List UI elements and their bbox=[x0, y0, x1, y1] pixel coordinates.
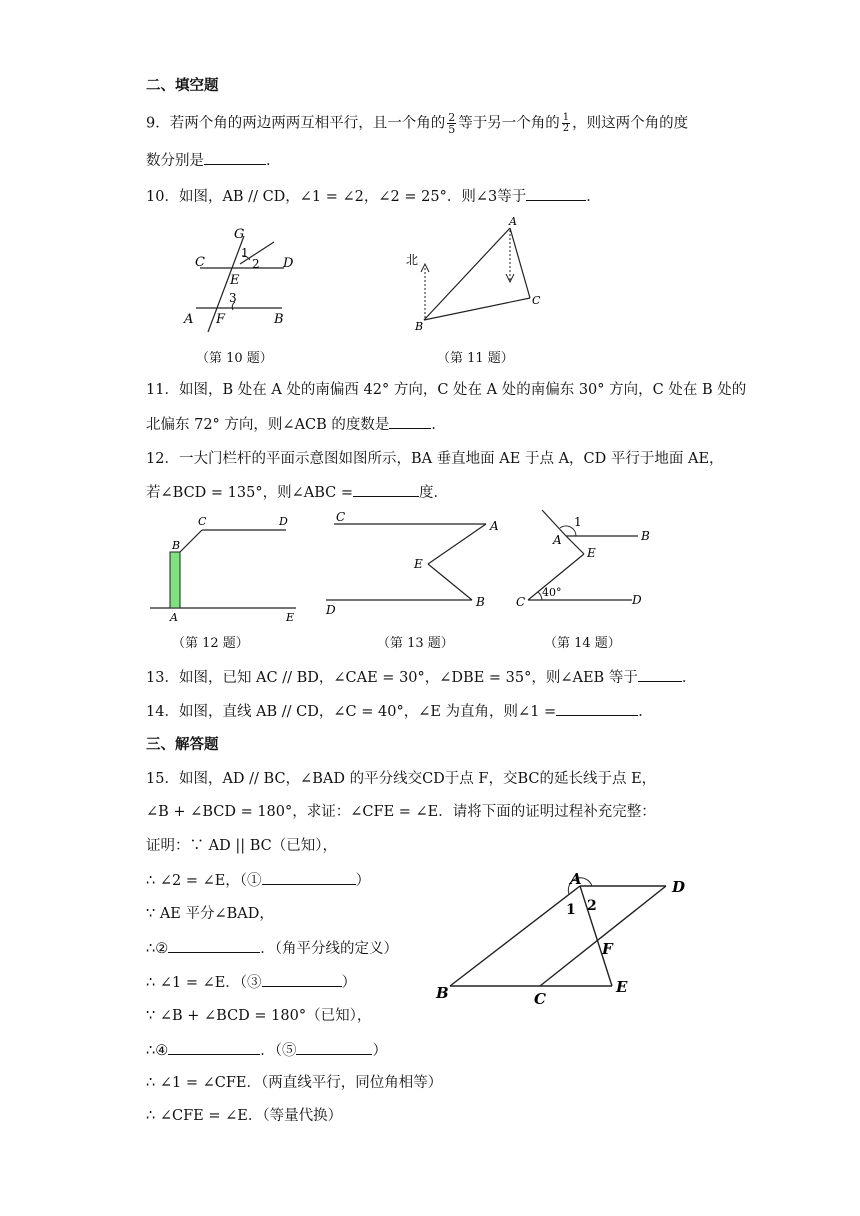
fig10-label-c: C bbox=[195, 255, 205, 270]
proof-step-9: ∴ ∠CFE = ∠E．（等量代换） bbox=[146, 1108, 343, 1124]
proof-step-2-close: ） bbox=[355, 873, 371, 889]
fig12-label-a: A bbox=[170, 611, 178, 624]
q10-text: 10．如图，AB // CD，∠1 = ∠2，∠2 = 25°．则∠3等于 bbox=[146, 189, 527, 205]
fig11-label-a: A bbox=[509, 215, 517, 228]
fig13-label-a: A bbox=[490, 519, 499, 533]
proof-step-2 bbox=[146, 870, 370, 891]
figure-11-caption: （第 11 题） bbox=[437, 351, 514, 366]
answer-blank-q12[interactable] bbox=[353, 482, 419, 497]
question-10 bbox=[146, 186, 601, 207]
q14-text: 14．如图，直线 AB // CD，∠C = 40°，∠E 为直角，则∠1 = bbox=[146, 704, 557, 720]
fig12-label-d: D bbox=[279, 515, 288, 528]
fraction-two-fifths: $\frac{2}{5}$ bbox=[448, 111, 456, 136]
answer-blank-2[interactable] bbox=[168, 938, 260, 953]
fig15-label-d: D bbox=[672, 878, 686, 896]
figure-10-caption: （第 10 题） bbox=[196, 351, 273, 366]
fig13-label-e: E bbox=[414, 557, 423, 571]
fig11-label-b: B bbox=[415, 320, 424, 333]
section-heading: 二、填空题 bbox=[146, 78, 219, 94]
question-12-line1: 12．一大门栏杆的平面示意图如图所示，BA 垂直地面 AE 于点 A，CD 平行于地面 AE， bbox=[146, 451, 724, 467]
figure-12-caption: （第 12 题） bbox=[172, 636, 249, 651]
q9-text-2: 等于另一个角的 bbox=[458, 115, 560, 132]
fig10-label-f: F bbox=[216, 312, 226, 327]
answer-blank-5[interactable] bbox=[296, 1040, 372, 1055]
fig15-label-f: F bbox=[602, 940, 613, 958]
answer-blank-3[interactable] bbox=[262, 972, 342, 987]
proof-step-4 bbox=[146, 938, 398, 959]
q9-text-end: ． bbox=[266, 153, 281, 169]
figure-13 bbox=[320, 508, 510, 626]
fig14-label-e: E bbox=[587, 546, 596, 560]
fig12-label-e: E bbox=[286, 611, 295, 624]
q13-text: 13．如图，已知 AC // BD，∠CAE = 30°，∠DBE = 35°，则∠AEB 等于 bbox=[146, 670, 638, 686]
figure-14-caption: （第 14 题） bbox=[544, 636, 621, 651]
proof-step-3: ∵ AE 平分∠BAD， bbox=[146, 906, 274, 922]
proof-step-5-close: ） bbox=[341, 975, 357, 991]
fig12-label-b: B bbox=[172, 539, 181, 552]
fig14-label-a: A bbox=[553, 533, 562, 547]
figure-12 bbox=[146, 512, 306, 628]
fig13-label-d: D bbox=[326, 603, 336, 617]
answer-blank-q10[interactable] bbox=[526, 186, 586, 201]
question-14 bbox=[146, 701, 653, 722]
q12-text: 若∠BCD = 135°，则∠ABC = bbox=[146, 485, 353, 501]
question-13 bbox=[146, 667, 696, 688]
proof-step-4-text: ∴② bbox=[146, 941, 169, 957]
fig10-label-g: G bbox=[234, 227, 245, 242]
answer-blank-4[interactable] bbox=[168, 1040, 260, 1055]
question-11-line1: 11．如图，B 处在 A 处的南偏西 42° 方向，C 处在 A 处的南偏东 30° 方向，C 处在 B 处的 bbox=[146, 382, 747, 398]
question-12-line2 bbox=[146, 482, 448, 503]
figure-14 bbox=[512, 504, 662, 620]
fig15-label-c: C bbox=[534, 990, 546, 1008]
fig10-angle-2: 2 bbox=[252, 257, 260, 271]
fig10-label-e: E bbox=[230, 273, 240, 288]
proof-step-7-close: ） bbox=[372, 1043, 387, 1059]
q11-text: 北偏东 72° 方向，则∠ACB 的度数是 bbox=[146, 417, 390, 433]
proof-step-7-mid: ．（⑤ bbox=[260, 1043, 297, 1059]
answer-blank-1[interactable] bbox=[262, 870, 356, 885]
proof-step-5-text: ∴ ∠1 = ∠E．（③ bbox=[146, 975, 262, 991]
fig12-label-c: C bbox=[198, 515, 207, 528]
fig10-label-b: B bbox=[274, 312, 284, 327]
fig14-label-c: C bbox=[516, 595, 526, 609]
figure-15 bbox=[430, 866, 700, 1008]
question-15-line2: ∠B + ∠BCD = 180°，求证：∠CFE = ∠E．请将下面的证明过程补充完整： bbox=[146, 804, 656, 820]
fig11-north-label: 北 bbox=[406, 253, 419, 267]
fig15-label-b: B bbox=[436, 984, 449, 1002]
q9-text-1: 9．若两个角的两边两两互相平行，且一个角的 bbox=[146, 115, 446, 132]
fig10-label-a: A bbox=[184, 312, 194, 327]
question-9-line2 bbox=[146, 150, 281, 171]
proof-step-2-text: ∴ ∠2 = ∠E，（① bbox=[146, 873, 262, 889]
proof-step-6: ∵ ∠B + ∠BCD = 180°（已知）， bbox=[146, 1008, 372, 1024]
proof-step-7 bbox=[146, 1040, 387, 1061]
section-heading-3: 三、解答题 bbox=[146, 737, 219, 753]
q12-end: 度． bbox=[419, 485, 448, 501]
answer-blank-q14[interactable] bbox=[556, 701, 638, 716]
fig15-label-e: E bbox=[616, 978, 628, 996]
fig14-angle-1: 1 bbox=[574, 515, 582, 529]
fig14-label-b: B bbox=[641, 529, 650, 543]
gate-post bbox=[170, 552, 180, 608]
fraction-one-half: $\frac{1}{2}$ bbox=[562, 112, 570, 134]
q9-text-4: 数分别是 bbox=[146, 153, 204, 169]
fig10-angle-3: 3 bbox=[229, 291, 237, 305]
fig15-label-a: A bbox=[570, 870, 582, 888]
answer-blank-q11[interactable] bbox=[389, 414, 431, 429]
proof-step-4-reason: ．（角平分线的定义） bbox=[260, 941, 398, 957]
fig14-label-d: D bbox=[632, 593, 642, 607]
question-11-line2 bbox=[146, 414, 446, 435]
question-9-line1 bbox=[146, 112, 688, 135]
q14-end: ． bbox=[638, 704, 653, 720]
answer-blank-q13[interactable] bbox=[638, 667, 682, 682]
fig11-label-c: C bbox=[532, 294, 541, 307]
proof-step-8: ∴ ∠1 = ∠CFE．（两直线平行，同位角相等） bbox=[146, 1075, 443, 1091]
proof-step-1: 证明：∵ AD || BC（已知）， bbox=[146, 838, 337, 854]
figure-13-caption: （第 13 题） bbox=[377, 636, 454, 651]
answer-blank-q9[interactable] bbox=[204, 150, 266, 165]
proof-step-7-text: ∴④ bbox=[146, 1043, 169, 1059]
q9-text-3: ，则这两个角的度 bbox=[572, 115, 689, 132]
q11-end: ． bbox=[431, 417, 446, 433]
figure-10 bbox=[180, 222, 294, 340]
proof-step-5 bbox=[146, 972, 356, 993]
q10-end: ． bbox=[586, 189, 601, 205]
fig10-angle-1: 1 bbox=[241, 246, 249, 260]
fig15-angle-2: 2 bbox=[587, 898, 597, 914]
fig13-label-b: B bbox=[476, 595, 485, 609]
fig15-angle-1: 1 bbox=[566, 902, 576, 918]
fig13-label-c: C bbox=[336, 510, 346, 524]
q13-end: ． bbox=[681, 670, 697, 686]
question-15-line1: 15．如图，AD // BC，∠BAD 的平分线交CD于点 F，交BC的延长线于点 E， bbox=[146, 771, 657, 787]
fig10-label-d: D bbox=[283, 256, 294, 271]
figure-11 bbox=[404, 212, 554, 338]
fig14-angle-40: 40° bbox=[542, 586, 562, 599]
